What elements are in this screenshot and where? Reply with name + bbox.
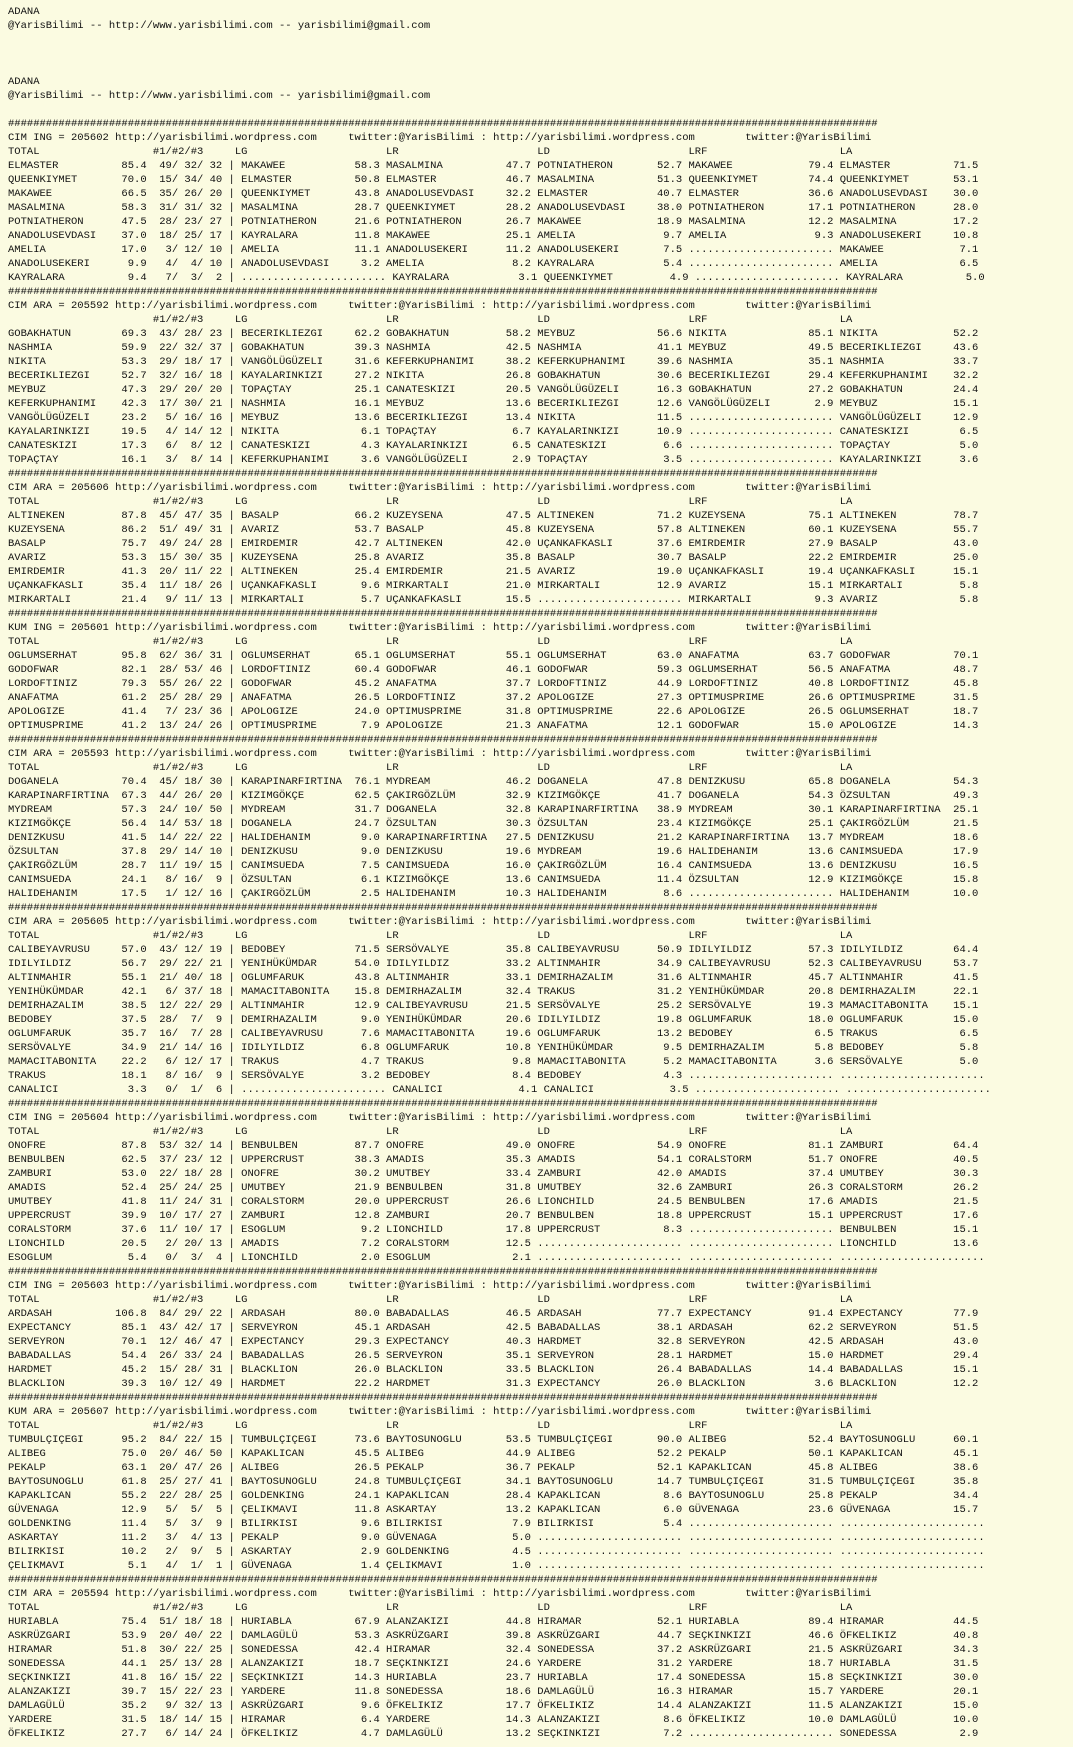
text-line: CORALSTORM 37.6 11/ 10/ 17 | ESOGLUM 9.2 LIONCHILD 17.8 UPPERCRUST 8.3 ....................... BENBULBEN 15.1 — [8, 1224, 979, 1236]
column-header: TOTAL #1/#2/#3 LG LR LD LRF LA — [8, 1602, 853, 1614]
race-header: CIM ARA = 205606 http://yarisbilimi.wordpress.com twitter:@YarisBilimi : http://yarisbilimi.wordpress.com twitter:@YarisBilimi — [8, 482, 872, 494]
section-divider: ########################################################################################################################################## — [8, 1574, 878, 1586]
text-line: BENBULBEN 62.5 37/ 23/ 12 | UPPERCRUST 38.3 AMADIS 35.3 AMADIS 54.1 CORALSTORM 51.7 ONOFRE 40.5 — [8, 1154, 979, 1166]
text-line: VANGÖLÜGÜZELI 23.2 5/ 16/ 16 | MEYBUZ 13.6 BECERIKLIEZGI 13.4 NIKITA 11.5 ....................... VANGÖLÜGÜZELI 12.9 — [8, 412, 979, 424]
text-line: ADANA — [8, 6, 40, 18]
text-line: UPPERCRUST 39.9 10/ 17/ 27 | ZAMBURI 12.8 ZAMBURI 20.7 BENBULBEN 18.8 UPPERCRUST 15.1 UPPERCRUST 17.6 — [8, 1210, 979, 1222]
text-line: ADANA — [8, 76, 40, 88]
text-line: KAYALARINKIZI 19.5 4/ 14/ 12 | NIKITA 6.1 TOPAÇTAY 6.7 KAYALARINKIZI 10.9 ....................... CANATESKIZI 6.5 — [8, 426, 979, 438]
text-line: BILIRKISI 10.2 2/ 9/ 5 | ASKARTAY 2.9 GOLDENKING 4.5 ....................... ....................... ....................... — [8, 1546, 985, 1558]
race-header: KUM ARA = 205607 http://yarisbilimi.wordpress.com twitter:@YarisBilimi : http://yarisbilimi.wordpress.com twitter:@YarisBilimi — [8, 1406, 872, 1418]
text-line: NASHMIA 59.9 22/ 32/ 37 | GOBAKHATUN 39.3 NASHMIA 42.5 NASHMIA 41.1 MEYBUZ 49.5 BECERIKLIEZGI 43.6 — [8, 342, 979, 354]
text-line: DAMLAGÜLÜ 35.2 9/ 32/ 13 | ASKRÜZGARI 9.6 ÖFKELIKIZ 17.7 ÖFKELIKIZ 14.4 ALANZAKIZI 11.5 ALANZAKIZI 15.0 — [8, 1700, 979, 1712]
section-divider: ########################################################################################################################################## — [8, 118, 878, 130]
text-line: KAYRALARA 9.4 7/ 3/ 2 | ....................... KAYRALARA 3.1 QUEENKIYMET 4.9 ....................... KAYRALARA 5.0 — [8, 272, 985, 284]
text-line: MIRKARTALI 21.4 9/ 11/ 13 | MIRKARTALI 5.7 UÇANKAFKASLI 15.5 ....................... MIRKARTALI 9.3 AVARIZ 5.8 — [8, 594, 979, 606]
text-line: ÇAKIRGÖZLÜM 28.7 11/ 19/ 15 | CANIMSUEDA 7.5 CANIMSUEDA 16.0 ÇAKIRGÖZLÜM 16.4 CANIMSUEDA 13.6 DENIZKUSU 16.5 — [8, 860, 979, 872]
text-line: MAKAWEE 66.5 35/ 26/ 20 | QUEENKIYMET 43.8 ANADOLUSEVDASI 32.2 ELMASTER 40.7 ELMASTER 36.6 ANADOLUSEVDASI 30.0 — [8, 188, 979, 200]
text-line: APOLOGIZE 41.4 7/ 23/ 36 | APOLOGIZE 24.0 OPTIMUSPRIME 31.8 OPTIMUSPRIME 22.6 APOLOGIZE 26.5 OGLUMSERHAT 18.7 — [8, 706, 979, 718]
race-header: CIM ING = 205604 http://yarisbilimi.wordpress.com twitter:@YarisBilimi : http://yarisbilimi.wordpress.com twitter:@YarisBilimi — [8, 1112, 872, 1124]
text-line: YARDERE 31.5 18/ 14/ 15 | HIRAMAR 6.4 YARDERE 14.3 ALANZAKIZI 8.6 ÖFKELIKIZ 10.0 DAMLAGÜLÜ 10.0 — [8, 1714, 979, 1726]
text-line: KAPAKLICAN 55.2 22/ 28/ 25 | GOLDENKING 24.1 KAPAKLICAN 28.4 KAPAKLICAN 8.6 BAYTOSUNOGLU 25.8 PEKALP 34.4 — [8, 1490, 979, 1502]
text-line: MAMACITABONITA 22.2 6/ 12/ 17 | TRAKUS 4.7 TRAKUS 9.8 MAMACITABONITA 5.2 MAMACITABONITA 3.6 SERSÖVALYE 5.0 — [8, 1056, 979, 1068]
text-line: CANALICI 3.3 0/ 1/ 6 | ....................... CANALICI 4.1 CANALICI 3.5 ....................... ....................... — [8, 1084, 991, 1096]
text-line: ANAFATMA 61.2 25/ 28/ 29 | ANAFATMA 26.5 LORDOFTINIZ 37.2 APOLOGIZE 27.3 OPTIMUSPRIME 26.6 OPTIMUSPRIME 31.5 — [8, 692, 979, 704]
section-divider: ########################################################################################################################################## — [8, 608, 878, 620]
section-divider: ########################################################################################################################################## — [8, 286, 878, 298]
text-line: ALTINEKEN 87.8 45/ 47/ 35 | BASALP 66.2 KUZEYSENA 47.5 ALTINEKEN 71.2 KUZEYSENA 75.1 ALTINEKEN 78.7 — [8, 510, 979, 522]
text-line: HARDMET 45.2 15/ 28/ 31 | BLACKLION 26.0 BLACKLION 33.5 BLACKLION 26.4 BABADALLAS 14.4 BABADALLAS 15.1 — [8, 1364, 979, 1376]
text-line: LIONCHILD 20.5 2/ 20/ 13 | AMADIS 7.2 CORALSTORM 12.5 ....................... ....................... LIONCHILD 13.6 — [8, 1238, 979, 1250]
text-line: MYDREAM 57.3 24/ 10/ 50 | MYDREAM 31.7 DOGANELA 32.8 KARAPINARFIRTINA 38.9 MYDREAM 30.1 KARAPINARFIRTINA 25.1 — [8, 804, 979, 816]
race-header: CIM ING = 205602 http://yarisbilimi.wordpress.com twitter:@YarisBilimi : http://yarisbilimi.wordpress.com twitter:@YarisBilimi — [8, 132, 872, 144]
text-line: KEFERKUPHANIMI 42.3 17/ 30/ 21 | NASHMIA 16.1 MEYBUZ 13.6 BECERIKLIEZGI 12.6 VANGÖLÜGÜZELI 2.9 MEYBUZ 15.1 — [8, 398, 979, 410]
text-line: @YarisBilimi -- http://www.yarisbilimi.com -- yarisbilimi@gmail.com — [8, 90, 431, 102]
text-line: QUEENKIYMET 70.0 15/ 34/ 40 | ELMASTER 50.8 ELMASTER 46.7 MASALMINA 51.3 QUEENKIYMET 74.4 QUEENKIYMET 53.1 — [8, 174, 979, 186]
text-line: NIKITA 53.3 29/ 18/ 17 | VANGÖLÜGÜZELI 31.6 KEFERKUPHANIMI 38.2 KEFERKUPHANIMI 39.6 NASHMIA 35.1 NASHMIA 33.7 — [8, 356, 979, 368]
column-header: TOTAL #1/#2/#3 LG LR LD LRF LA — [8, 1420, 853, 1432]
text-line: KUZEYSENA 86.2 51/ 49/ 31 | AVARIZ 53.7 BASALP 45.8 KUZEYSENA 57.8 ALTINEKEN 60.1 KUZEYSENA 55.7 — [8, 524, 979, 536]
text-line: BABADALLAS 54.4 26/ 33/ 24 | BABADALLAS 26.5 SERVEYRON 35.1 SERVEYRON 28.1 HARDMET 15.0 HARDMET 29.4 — [8, 1350, 979, 1362]
text-line: IDILYILDIZ 56.7 29/ 22/ 21 | YENIHÜKÜMDAR 54.0 IDILYILDIZ 33.2 ALTINMAHIR 34.9 CALIBEYAVRUSU 52.3 CALIBEYAVRUSU 53.7 — [8, 958, 979, 970]
text-line: DEMIRHAZALIM 38.5 12/ 22/ 29 | ALTINMAHIR 12.9 CALIBEYAVRUSU 21.5 SERSÖVALYE 25.2 SERSÖVALYE 19.3 MAMACITABONITA 15.1 — [8, 1000, 979, 1012]
text-line: AVARIZ 53.3 15/ 30/ 35 | KUZEYSENA 25.8 AVARIZ 35.8 BASALP 30.7 BASALP 22.2 EMIRDEMIR 25.0 — [8, 552, 979, 564]
section-divider: ########################################################################################################################################## — [8, 1392, 878, 1404]
race-header: KUM ING = 205601 http://yarisbilimi.wordpress.com twitter:@YarisBilimi : http://yarisbilimi.wordpress.com twitter:@YarisBilimi — [8, 622, 872, 634]
column-header: TOTAL #1/#2/#3 LG LR LD LRF LA — [8, 146, 853, 158]
text-line: KARAPINARFIRTINA 67.3 44/ 26/ 20 | KIZIMGÖKÇE 62.5 ÇAKIRGÖZLÜM 32.9 KIZIMGÖKÇE 41.7 DOGANELA 54.3 ÖZSULTAN 49.3 — [8, 790, 979, 802]
column-header: TOTAL #1/#2/#3 LG LR LD LRF LA — [8, 762, 853, 774]
section-divider: ########################################################################################################################################## — [8, 1098, 878, 1110]
text-line: ZAMBURI 53.0 22/ 18/ 28 | ONOFRE 30.2 UMUTBEY 33.4 ZAMBURI 42.0 AMADIS 37.4 UMUTBEY 30.3 — [8, 1168, 979, 1180]
column-header: #1/#2/#3 LG LR LD LRF LA — [8, 314, 853, 326]
text-line: AMELIA 17.0 3/ 12/ 10 | AMELIA 11.1 ANADOLUSEKERI 11.2 ANADOLUSEKERI 7.5 ....................... MAKAWEE 7.1 — [8, 244, 979, 256]
text-line: ÇELIKMAVI 5.1 4/ 1/ 1 | GÜVENAGA 1.4 ÇELIKMAVI 1.0 ....................... ....................... ....................... — [8, 1560, 985, 1572]
text-line: ÖZSULTAN 37.8 29/ 14/ 10 | DENIZKUSU 9.0 DENIZKUSU 19.6 MYDREAM 19.6 HALIDEHANIM 13.6 CANIMSUEDA 17.9 — [8, 846, 979, 858]
column-header: TOTAL #1/#2/#3 LG LR LD LRF LA — [8, 496, 853, 508]
text-line: ÖFKELIKIZ 27.7 6/ 14/ 24 | ÖFKELIKIZ 4.7 DAMLAGÜLÜ 13.2 SEÇKINKIZI 7.2 ....................... SONEDESSA 2.9 — [8, 1728, 979, 1740]
text-line: BEDOBEY 37.5 28/ 7/ 9 | DEMIRHAZALIM 9.0 YENIHÜKÜMDAR 20.6 IDILYILDIZ 19.8 OGLUMFARUK 18.0 OGLUMFARUK 15.0 — [8, 1014, 979, 1026]
text-line: CANATESKIZI 17.3 6/ 8/ 12 | CANATESKIZI 4.3 KAYALARINKIZI 6.5 CANATESKIZI 6.6 ....................... TOPAÇTAY 5.0 — [8, 440, 979, 452]
text-line: ELMASTER 85.4 49/ 32/ 32 | MAKAWEE 58.3 MASALMINA 47.7 POTNIATHERON 52.7 MAKAWEE 79.4 ELMASTER 71.5 — [8, 160, 979, 172]
text-line: OGLUMSERHAT 95.8 62/ 36/ 31 | OGLUMSERHAT 65.1 OGLUMSERHAT 55.1 OGLUMSERHAT 63.0 ANAFATMA 63.7 GODOFWAR 70.1 — [8, 650, 979, 662]
text-line: KIZIMGÖKÇE 56.4 14/ 53/ 18 | DOGANELA 24.7 ÖZSULTAN 30.3 ÖZSULTAN 23.4 KIZIMGÖKÇE 25.1 ÇAKIRGÖZLÜM 21.5 — [8, 818, 979, 830]
blank-line — [8, 33, 1068, 47]
blank-line — [8, 61, 1068, 75]
race-header: CIM ARA = 205605 http://yarisbilimi.wordpress.com twitter:@YarisBilimi : http://yarisbilimi.wordpress.com twitter:@YarisBilimi — [8, 916, 872, 928]
text-line: ESOGLUM 5.4 0/ 3/ 4 | LIONCHILD 2.0 ESOGLUM 2.1 ....................... ....................... ....................... — [8, 1252, 985, 1264]
text-line: BECERIKLIEZGI 52.7 32/ 16/ 18 | KAYALARINKIZI 27.2 NIKITA 26.8 GOBAKHATUN 30.6 BECERIKLIEZGI 29.4 KEFERKUPHANIMI 32.2 — [8, 370, 979, 382]
text-line: SEÇKINKIZI 41.8 16/ 15/ 22 | SEÇKINKIZI 14.3 HURIABLA 23.7 HURIABLA 17.4 SONEDESSA 15.8 SEÇKINKIZI 30.0 — [8, 1672, 979, 1684]
text-line: GOBAKHATUN 69.3 43/ 28/ 23 | BECERIKLIEZGI 62.2 GOBAKHATUN 58.2 MEYBUZ 56.6 NIKITA 85.1 NIKITA 52.2 — [8, 328, 979, 340]
section-divider: ########################################################################################################################################## — [8, 734, 878, 746]
text-line: PEKALP 63.1 20/ 47/ 26 | ALIBEG 26.5 PEKALP 36.7 PEKALP 52.1 KAPAKLICAN 45.8 ALIBEG 38.6 — [8, 1462, 979, 1474]
text-line: ASKARTAY 11.2 3/ 4/ 13 | PEKALP 9.0 GÜVENAGA 5.0 ....................... ....................... ....................... — [8, 1532, 985, 1544]
blank-line — [8, 103, 1068, 117]
race-header: CIM ING = 205603 http://yarisbilimi.wordpress.com twitter:@YarisBilimi : http://yarisbilimi.wordpress.com twitter:@YarisBilimi — [8, 1280, 872, 1292]
text-line: MEYBUZ 47.3 29/ 20/ 20 | TOPAÇTAY 25.1 CANATESKIZI 20.5 VANGÖLÜGÜZELI 16.3 GOBAKHATUN 27.2 GOBAKHATUN 24.4 — [8, 384, 979, 396]
section-divider: ########################################################################################################################################## — [8, 468, 878, 480]
text-line: OPTIMUSPRIME 41.2 13/ 24/ 26 | OPTIMUSPRIME 7.9 APOLOGIZE 21.3 ANAFATMA 12.1 GODOFWAR 15.0 APOLOGIZE 14.3 — [8, 720, 979, 732]
section-divider: ########################################################################################################################################## — [8, 902, 878, 914]
text-line: ARDASAH 106.8 84/ 29/ 22 | ARDASAH 80.0 BABADALLAS 46.5 ARDASAH 77.7 EXPECTANCY 91.4 EXPECTANCY 77.9 — [8, 1308, 979, 1320]
column-header: TOTAL #1/#2/#3 LG LR LD LRF LA — [8, 930, 853, 942]
text-line: POTNIATHERON 47.5 28/ 23/ 27 | POTNIATHERON 21.6 POTNIATHERON 26.7 MAKAWEE 18.9 MASALMINA 12.2 MASALMINA 17.2 — [8, 216, 979, 228]
text-line: ANADOLUSEKERI 9.9 4/ 4/ 10 | ANADOLUSEVDASI 3.2 AMELIA 8.2 KAYRALARA 5.4 ....................... AMELIA 6.5 — [8, 258, 979, 270]
text-line: YENIHÜKÜMDAR 42.1 6/ 37/ 18 | MAMACITABONITA 15.8 DEMIRHAZALIM 32.4 TRAKUS 31.2 YENIHÜKÜMDAR 20.8 DEMIRHAZALIM 22.1 — [8, 986, 979, 998]
text-line: DENIZKUSU 41.5 14/ 22/ 22 | HALIDEHANIM 9.0 KARAPINARFIRTINA 27.5 DENIZKUSU 21.2 KARAPINARFIRTINA 13.7 MYDREAM 18.6 — [8, 832, 979, 844]
column-header: TOTAL #1/#2/#3 LG LR LD LRF LA — [8, 1294, 853, 1306]
text-line: UÇANKAFKASLI 35.4 11/ 18/ 26 | UÇANKAFKASLI 9.6 MIRKARTALI 21.0 MIRKARTALI 12.9 AVARIZ 15.1 MIRKARTALI 5.8 — [8, 580, 979, 592]
text-line: HURIABLA 75.4 51/ 18/ 18 | HURIABLA 67.9 ALANZAKIZI 44.8 HIRAMAR 52.1 HURIABLA 89.4 HIRAMAR 44.5 — [8, 1616, 979, 1628]
text-line: AMADIS 52.4 25/ 24/ 25 | UMUTBEY 21.9 BENBULBEN 31.8 UMUTBEY 32.6 ZAMBURI 26.3 CORALSTORM 26.2 — [8, 1182, 979, 1194]
text-line: ALIBEG 75.0 20/ 46/ 50 | KAPAKLICAN 45.5 ALIBEG 44.9 ALIBEG 52.2 PEKALP 50.1 KAPAKLICAN 45.1 — [8, 1448, 979, 1460]
race-header: CIM ARA = 205592 http://yarisbilimi.wordpress.com twitter:@YarisBilimi : http://yarisbilimi.wordpress.com twitter:@YarisBilimi — [8, 300, 872, 312]
text-line: HALIDEHANIM 17.5 1/ 12/ 16 | ÇAKIRGÖZLÜM 2.5 HALIDEHANIM 10.3 HALIDEHANIM 8.6 ....................... HALIDEHANIM 10.0 — [8, 888, 979, 900]
text-line: ALANZAKIZI 39.7 15/ 22/ 23 | YARDERE 11.8 SONEDESSA 18.6 DAMLAGÜLÜ 16.3 HIRAMAR 15.7 YARDERE 20.1 — [8, 1686, 979, 1698]
text-line: CANIMSUEDA 24.1 8/ 16/ 9 | ÖZSULTAN 6.1 KIZIMGÖKÇE 13.6 CANIMSUEDA 11.4 ÖZSULTAN 12.9 KIZIMGÖKÇE 15.8 — [8, 874, 979, 886]
text-line: ONOFRE 87.8 53/ 32/ 14 | BENBULBEN 87.7 ONOFRE 49.0 ONOFRE 54.9 ONOFRE 81.1 ZAMBURI 64.4 — [8, 1140, 979, 1152]
column-header: TOTAL #1/#2/#3 LG LR LD LRF LA — [8, 1126, 853, 1138]
text-line: TOPAÇTAY 16.1 3/ 8/ 14 | KEFERKUPHANIMI 3.6 VANGÖLÜGÜZELI 2.9 TOPAÇTAY 3.5 ....................... KAYALARINKIZI 3.6 — [8, 454, 979, 466]
race-header: CIM ARA = 205594 http://yarisbilimi.wordpress.com twitter:@YarisBilimi : http://yarisbilimi.wordpress.com twitter:@YarisBilimi — [8, 1588, 872, 1600]
text-line: EXPECTANCY 85.1 43/ 42/ 17 | SERVEYRON 45.1 ARDASAH 42.5 BABADALLAS 38.1 ARDASAH 62.2 SERVEYRON 51.5 — [8, 1322, 979, 1334]
text-line: CALIBEYAVRUSU 57.0 43/ 12/ 19 | BEDOBEY 71.5 SERSÖVALYE 35.8 CALIBEYAVRUSU 50.9 IDILYILDIZ 57.3 IDILYILDIZ 64.4 — [8, 944, 979, 956]
text-line: BAYTOSUNOGLU 61.8 25/ 27/ 41 | BAYTOSUNOGLU 24.8 TUMBULÇIÇEGI 34.1 BAYTOSUNOGLU 14.7 TUMBULÇIÇEGI 31.5 TUMBULÇIÇEGI 35.8 — [8, 1476, 979, 1488]
text-line: @YarisBilimi -- http://www.yarisbilimi.com -- yarisbilimi@gmail.com — [8, 20, 431, 32]
blank-line — [8, 47, 1068, 61]
text-line: BASALP 75.7 49/ 24/ 28 | EMIRDEMIR 42.7 ALTINEKEN 42.0 UÇANKAFKASLI 37.6 EMIRDEMIR 27.9 BASALP 43.0 — [8, 538, 979, 550]
text-line: BLACKLION 39.3 10/ 12/ 49 | HARDMET 22.2 HARDMET 31.3 EXPECTANCY 26.0 BLACKLION 3.6 BLACKLION 12.2 — [8, 1378, 979, 1390]
column-header: TOTAL #1/#2/#3 LG LR LD LRF LA — [8, 636, 853, 648]
text-line: ALTINMAHIR 55.1 21/ 40/ 18 | OGLUMFARUK 43.8 ALTINMAHIR 33.1 DEMIRHAZALIM 31.6 ALTINMAHIR 45.7 ALTINMAHIR 41.5 — [8, 972, 979, 984]
text-line: GÜVENAGA 12.9 5/ 5/ 5 | ÇELIKMAVI 11.8 ASKARTAY 13.2 KAPAKLICAN 6.0 GÜVENAGA 23.6 GÜVENAGA 15.7 — [8, 1504, 979, 1516]
text-line: DOGANELA 70.4 45/ 18/ 30 | KARAPINARFIRTINA 76.1 MYDREAM 46.2 DOGANELA 47.8 DENIZKUSU 65.8 DOGANELA 54.3 — [8, 776, 979, 788]
text-line: ANADOLUSEVDASI 37.0 18/ 25/ 17 | KAYRALARA 11.8 MAKAWEE 25.1 AMELIA 9.7 AMELIA 9.3 ANADOLUSEKERI 10.8 — [8, 230, 979, 242]
text-line: EMIRDEMIR 41.3 20/ 11/ 22 | ALTINEKEN 25.4 EMIRDEMIR 21.5 AVARIZ 19.0 UÇANKAFKASLI 19.4 UÇANKAFKASLI 15.1 — [8, 566, 979, 578]
text-line: GODOFWAR 82.1 28/ 53/ 46 | LORDOFTINIZ 60.4 GODOFWAR 46.1 GODOFWAR 59.3 OGLUMSERHAT 56.5 ANAFATMA 48.7 — [8, 664, 979, 676]
text-line: SERVEYRON 70.1 12/ 46/ 47 | EXPECTANCY 29.3 EXPECTANCY 40.3 HARDMET 32.8 SERVEYRON 42.5 ARDASAH 43.0 — [8, 1336, 979, 1348]
text-line: LORDOFTINIZ 79.3 55/ 26/ 22 | GODOFWAR 45.2 ANAFATMA 37.7 LORDOFTINIZ 44.9 LORDOFTINIZ 40.8 LORDOFTINIZ 45.8 — [8, 678, 979, 690]
text-line: SONEDESSA 44.1 25/ 13/ 28 | ALANZAKIZI 18.7 SEÇKINKIZI 24.6 YARDERE 31.2 YARDERE 18.7 HURIABLA 31.5 — [8, 1658, 979, 1670]
text-line: SERSÖVALYE 34.9 21/ 14/ 16 | IDILYILDIZ 6.8 OGLUMFARUK 10.8 YENIHÜKÜMDAR 9.5 DEMIRHAZALIM 5.8 BEDOBEY 5.8 — [8, 1042, 979, 1054]
text-line: HIRAMAR 51.8 30/ 22/ 25 | SONEDESSA 42.4 HIRAMAR 32.4 SONEDESSA 37.2 ASKRÜZGARI 21.5 ASKRÜZGARI 34.3 — [8, 1644, 979, 1656]
text-line: TRAKUS 18.1 8/ 16/ 9 | SERSÖVALYE 3.2 BEDOBEY 8.4 BEDOBEY 4.3 ....................... ....................... — [8, 1070, 985, 1082]
text-line: GOLDENKING 11.4 5/ 3/ 9 | BILIRKISI 9.6 BILIRKISI 7.9 BILIRKISI 5.4 ....................... ....................... — [8, 1518, 985, 1530]
race-header: CIM ARA = 205593 http://yarisbilimi.wordpress.com twitter:@YarisBilimi : http://yarisbilimi.wordpress.com twitter:@YarisBilimi — [8, 748, 872, 760]
text-line: OGLUMFARUK 35.7 16/ 7/ 28 | CALIBEYAVRUSU 7.6 MAMACITABONITA 19.6 OGLUMFARUK 13.2 BEDOBEY 6.5 TRAKUS 6.5 — [8, 1028, 979, 1040]
text-line: UMUTBEY 41.8 11/ 24/ 31 | CORALSTORM 20.0 UPPERCRUST 26.6 LIONCHILD 24.5 BENBULBEN 17.6 AMADIS 21.5 — [8, 1196, 979, 1208]
text-line: TUMBULÇIÇEGI 95.2 84/ 22/ 15 | TUMBULÇIÇEGI 73.6 BAYTOSUNOGLU 53.5 TUMBULÇIÇEGI 90.0 ALIBEG 52.4 BAYTOSUNOGLU 60.1 — [8, 1434, 979, 1446]
text-line: MASALMINA 58.3 31/ 31/ 32 | MASALMINA 28.7 QUEENKIYMET 28.2 ANADOLUSEVDASI 38.0 POTNIATHERON 17.1 POTNIATHERON 28.0 — [8, 202, 979, 214]
section-divider: ########################################################################################################################################## — [8, 1266, 878, 1278]
text-line: ASKRÜZGARI 53.9 20/ 40/ 22 | DAMLAGÜLÜ 53.3 ASKRÜZGARI 39.8 ASKRÜZGARI 44.7 SEÇKINKIZI 46.6 ÖFKELIKIZ 40.8 — [8, 1630, 979, 1642]
